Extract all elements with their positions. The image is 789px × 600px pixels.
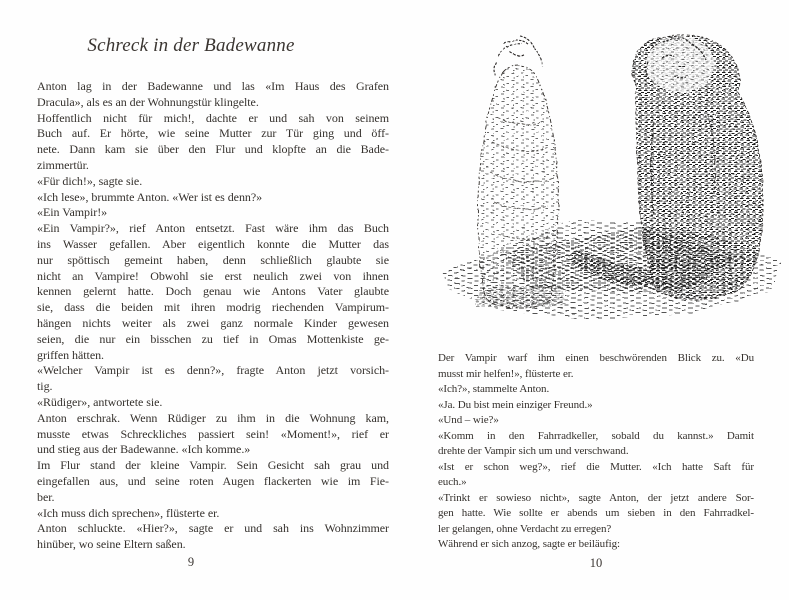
left-page-number: 9	[187, 555, 195, 569]
right-vampire-figure	[569, 35, 763, 300]
text-line: zimmertür.	[37, 157, 89, 172]
text-line: Dracula», als es an der Wohnungstür klingelte.	[37, 94, 259, 109]
text-line: Anton lag in der Badewanne und las «Im Haus des Grafen	[37, 79, 389, 93]
text-line: «Ich lese», brummte Anton. «Wer ist es denn?»	[37, 189, 263, 204]
text-line: kennen gelernt hatte. Doch genau wie Antons Vater glaubte	[37, 284, 389, 299]
left-vampire-figure	[474, 36, 567, 308]
text-line: seien, die nur ein bisschen zu tief in Omas Mottenkiste ge-	[37, 331, 389, 346]
text-line: «Ich?», stammelte Anton.	[438, 383, 550, 395]
text-line: «Rüdiger», antwortete sie.	[37, 394, 163, 409]
left-page-text	[37, 79, 389, 553]
text-line: nur spöttisch gemeint haben, denn schließlich glaubte sie	[37, 252, 389, 267]
text-line: «Für dich!», sagte sie.	[37, 173, 143, 188]
text-line: «Komm in den Fahrradkeller, sobald du kannst.» Damit	[438, 429, 754, 442]
text-line: Der Vampir warf ihm einen beschwörenden Blick zu. «Du	[438, 352, 754, 364]
text-line: eingefallen aus, und seine roten Augen flackerten wie im Fie-	[37, 473, 389, 488]
text-line: «Ich muss dich sprechen», flüsterte er.	[37, 505, 220, 520]
text-line: «Ein Vampir!»	[37, 205, 108, 220]
text-line: «Trinkt er sowieso nicht», sagte Anton, der jetzt andere Sor-	[438, 491, 754, 504]
text-line: ins Wasser gefallen. Aber eigentlich konnte die Mutter das	[37, 236, 389, 251]
text-line: «Ja. Du bist mein einziger Freund.»	[438, 398, 593, 411]
text-line: und stieg aus der Badewanne. «Ich komme.»	[37, 442, 251, 457]
text-line: Hoffentlich nicht für mich!, dachte er und sah von seinem	[37, 110, 389, 125]
text-line: «Und – wie?»	[438, 414, 499, 426]
text-line: «Welcher Vampir ist es denn?», fragte Anton jetzt vorsich-	[37, 363, 389, 378]
text-line: Buch auf. Er hörte, wie seine Mutter zur Tür ging und öff-	[37, 126, 389, 141]
text-line: «Ein Vampir?», rief Anton entsetzt. Fast wäre ihm das Buch	[37, 221, 389, 236]
vampire-illustration	[440, 22, 788, 324]
text-line: Anton schluckte. «Hier?», sagte er und sah ins Wohnzimmer	[37, 521, 389, 536]
text-line: «Ist er schon weg?», rief die Mutter. «Ich hatte Saft für	[438, 460, 754, 473]
text-line: hinüber, wo seine Eltern saßen.	[37, 537, 186, 552]
right-page-number: 10	[589, 556, 603, 570]
text-line: Im Flur stand der kleine Vampir. Sein Gesicht sah grau und	[37, 458, 389, 473]
text-line: musste etwas Schreckliches passiert sein! «Moment!», rief er	[37, 426, 389, 441]
text-line: nicht an Vampire! Obwohl sie erst neulich zwei von ihnen	[37, 268, 389, 283]
text-line: griffen hätten.	[37, 347, 105, 362]
text-line: ber.	[37, 489, 55, 504]
text-line: musst mir helfen!», flüsterte er.	[438, 367, 574, 380]
text-line: tig.	[37, 379, 53, 394]
text-line: Anton erschrak. Wenn Rüdiger zu ihm in die Wohnung kam,	[37, 410, 389, 425]
text-line: nete. Dann kam sie über den Flur und klopfte an die Bade-	[37, 142, 389, 157]
text-line: sie, dass die beiden mit ihren modrig riechenden Vampirum-	[37, 300, 389, 315]
right-page-text	[438, 351, 754, 553]
text-line: euch.»	[438, 476, 467, 488]
text-line: Während er sich anzog, sagte er beiläufig:	[438, 538, 621, 550]
text-line: ler gelangen, ohne Verdacht zu erregen?	[438, 522, 612, 535]
text-line: hängen nichts weiter als zwei ganz normale Kinder gewesen	[37, 315, 389, 330]
text-line: drehte der Vampir sich um und verschwand.	[438, 445, 629, 457]
text-line: gen hatte. Wie sollte er abends um sieben in den Fahrradkel-	[438, 507, 754, 519]
chapter-title: Schreck in der Badewanne	[87, 35, 295, 56]
